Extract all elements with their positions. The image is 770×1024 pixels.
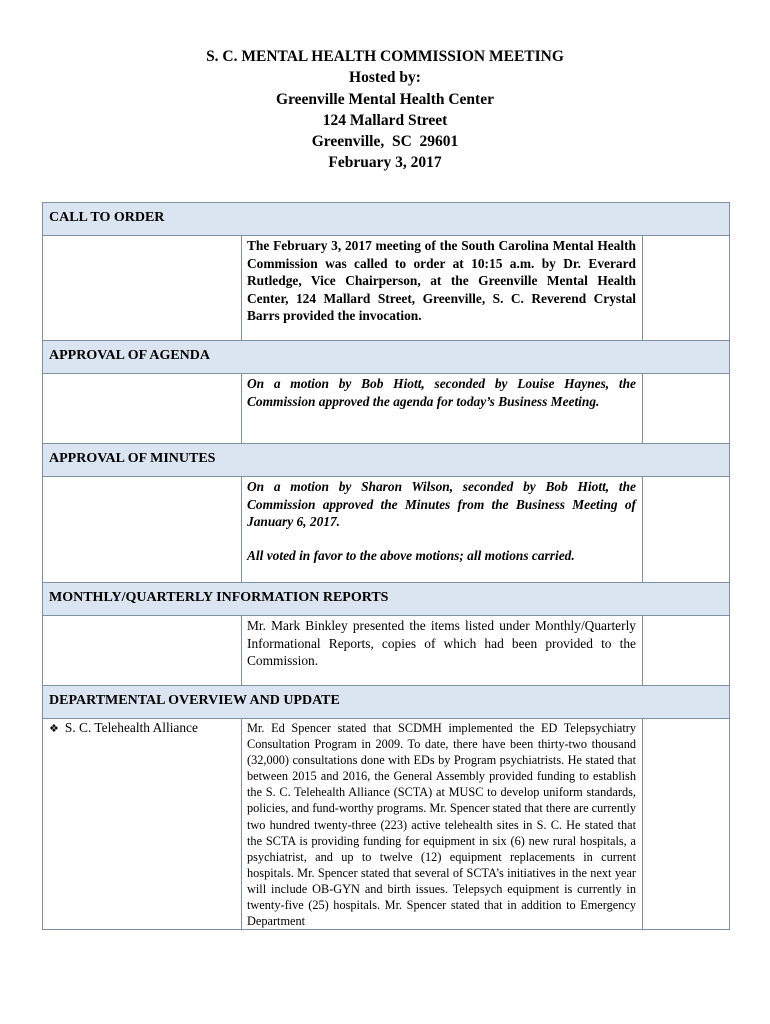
header-date: February 3, 2017	[328, 154, 442, 172]
header-host-name: Greenville Mental Health Center	[276, 90, 494, 108]
notes-cell	[643, 236, 730, 341]
approval-agenda-text: On a motion by Bob Hiott, seconded by Louise Haynes, the Commission approved the agenda for today’s Business Meeting.	[247, 376, 636, 409]
header-city: Greenville, SC 29601	[311, 133, 459, 151]
section-header-row	[43, 583, 730, 616]
telehealth-item-label: S. C. Telehealth Alliance	[64, 720, 198, 735]
section-header-row	[43, 444, 730, 477]
section-title-departmental: DEPARTMENTAL OVERVIEW AND UPDATE	[43, 686, 730, 719]
item-text-cell	[242, 236, 643, 341]
telehealth-item	[43, 719, 241, 736]
notes-cell	[643, 477, 730, 583]
section-header-row	[43, 341, 730, 374]
notes-cell	[643, 616, 730, 686]
diamond-bullet-icon: ❖	[49, 723, 59, 735]
header-title: S. C. MENTAL HEALTH COMMISSION MEETING	[206, 48, 564, 65]
reports-text: Mr. Mark Binkley presented the items listed under Monthly/Quarterly Informational Reports, copies of which had been provided to the Commission.	[247, 618, 636, 668]
section-header-row	[43, 686, 730, 719]
section-title-call-to-order: CALL TO ORDER	[43, 203, 730, 236]
item-text-cell	[242, 616, 643, 686]
item-label-cell	[43, 374, 242, 444]
notes-cell	[643, 719, 730, 930]
section-header-row	[43, 203, 730, 236]
approval-minutes-motion: On a motion by Sharon Wilson, seconded by Bob Hiott, the Commission approved the Minutes from the Business Meeting of January 6, 2017.	[247, 479, 636, 529]
item-label-cell	[43, 719, 242, 930]
notes-cell	[643, 374, 730, 444]
telehealth-text: Mr. Ed Spencer stated that SCDMH implemented the ED Telepsychiatry Consultation Program in 2009. To date, there have been thirty-two thousand (32,000) consultations done with EDs by Program psychiatrists. He stated that between 2015 and 2016, the General Assembly provided funding to establish the S. C. Telehealth Alliance (SCTA) at MUSC to develop uniform standards, policies, and fund-worthy programs. Mr. Spencer stated that there are currently two hundred twenty-three (223) active telehealth sites in S. C. He stated that the SCTA is providing funding for equipment in six (6) new rural hospitals, a psychiatrist, and up to twelve (12) equipment replacements in current hospitals. Mr. Spencer stated that several of SCTA’s initiatives in the next year will include OB-GYN and birth issues. Telepsych equipment is currently in twenty-five (25) hospitals. Mr. Spencer stated that in addition to Emergency Department	[247, 721, 636, 929]
item-text-cell	[242, 477, 643, 583]
call-to-order-text: The February 3, 2017 meeting of the South Carolina Mental Health Commission was called to order at 10:15 a.m. by Dr. Everard Rutledge, Vice Chairperson, at the Greenville Mental Health Center, 124 Mallard Street, Greenville, S. C. Reverend Crystal Barrs provided the invocation.	[247, 238, 636, 323]
approval-minutes-text	[242, 477, 642, 568]
approval-minutes-vote: All voted in favor to the above motions; all motions carried.	[247, 547, 575, 563]
section-body-row	[43, 477, 730, 583]
item-label-cell	[43, 236, 242, 341]
section-body-row	[43, 616, 730, 686]
item-label-cell	[43, 616, 242, 686]
section-body-row	[43, 236, 730, 341]
header-street: 124 Mallard Street	[322, 111, 448, 129]
item-text-cell	[242, 374, 643, 444]
section-body-row	[43, 719, 730, 930]
section-title-reports: MONTHLY/QUARTERLY INFORMATION REPORTS	[43, 583, 730, 616]
minutes-table	[42, 202, 730, 930]
document-header	[0, 46, 770, 174]
header-hosted-by: Hosted by:	[349, 69, 421, 87]
section-body-row	[43, 374, 730, 444]
item-text-cell	[242, 719, 643, 930]
item-label-cell	[43, 477, 242, 583]
section-title-approval-agenda: APPROVAL OF AGENDA	[43, 341, 730, 374]
section-title-approval-minutes: APPROVAL OF MINUTES	[43, 444, 730, 477]
